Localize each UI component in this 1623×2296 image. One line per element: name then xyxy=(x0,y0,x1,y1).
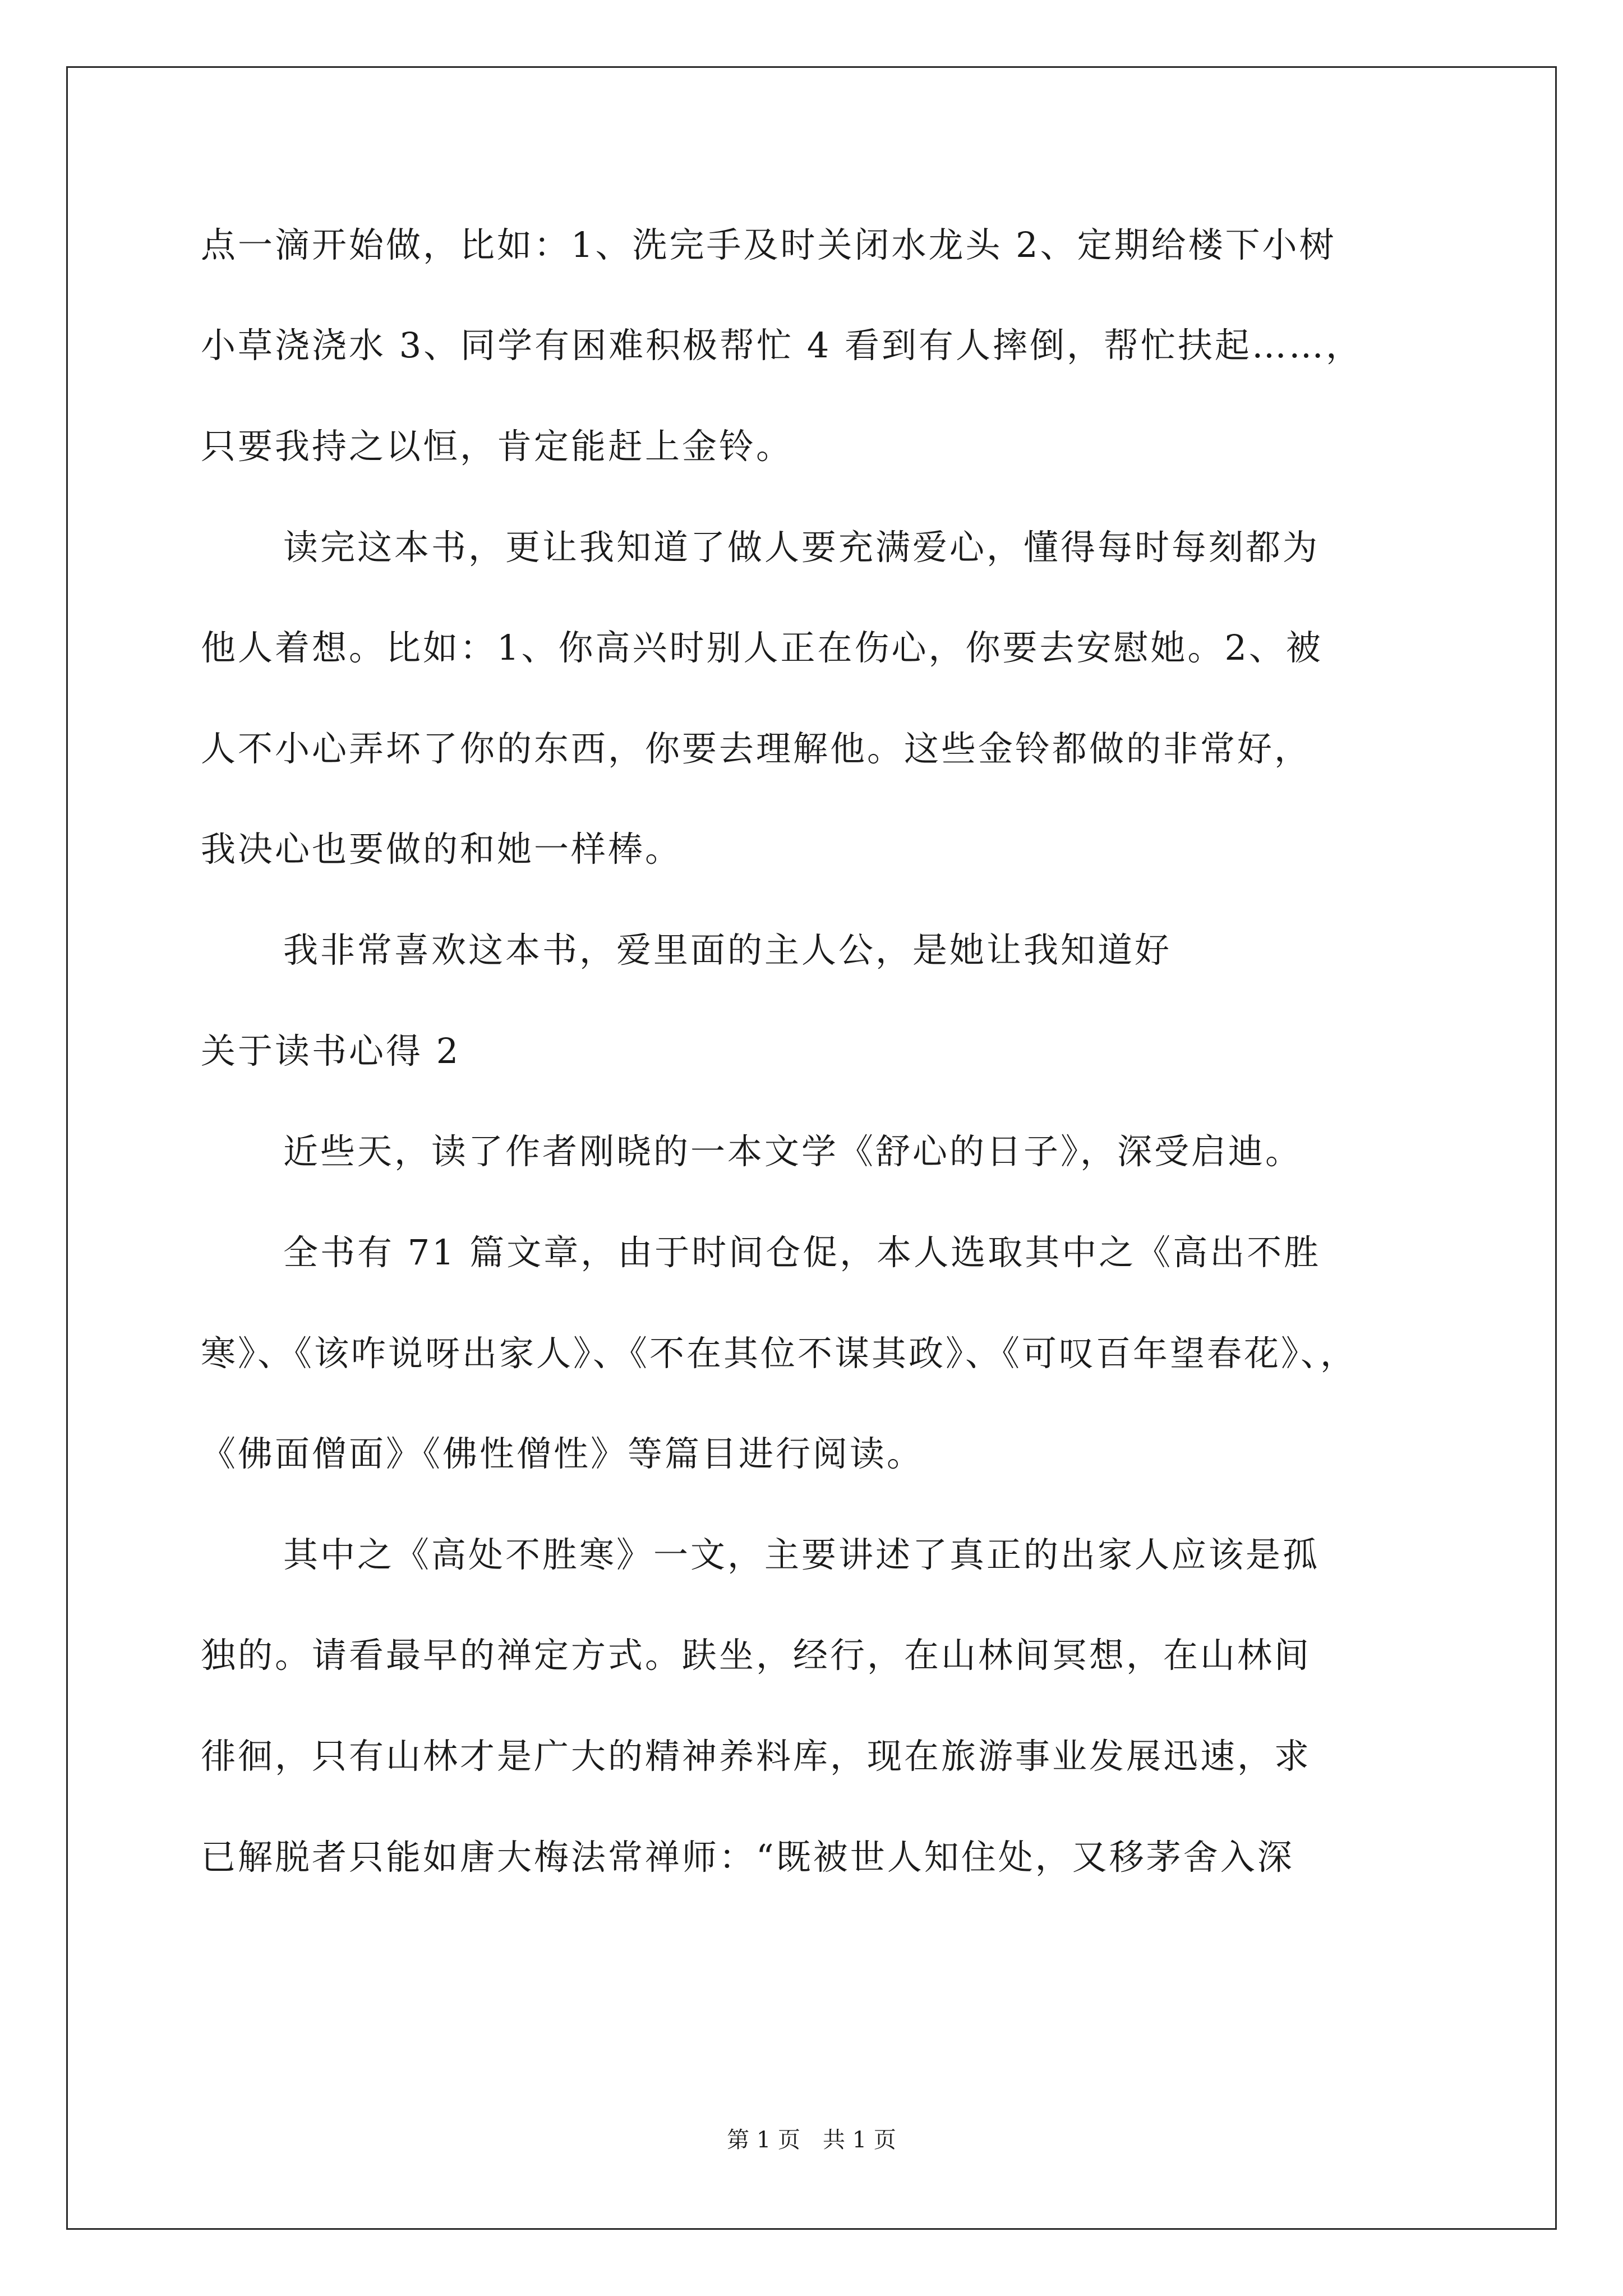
paragraph-start-line-11: 全书有 71 篇文章，由于时间仓促，本人选取其中之《高出不胜 xyxy=(283,1232,1321,1273)
text-line-5: 他人着想。比如：1、你高兴时别人正在伤心，你要去安慰她。2、被 xyxy=(201,627,1323,668)
text-line-7: 我决心也要做的和她一样棒。 xyxy=(201,829,683,869)
text-line-2: 小草浇浇水 3、同学有困难积极帮忙 4 看到有人摔倒，帮忙扶起……， xyxy=(201,325,1363,366)
paragraph-start-line-10: 近些天，读了作者刚晓的一本文学《舒心的日子》，深受启迪。 xyxy=(283,1131,1303,1172)
text-line-15: 独的。请看最早的禅定方式。趺坐，经行，在山林间冥想，在山林间 xyxy=(201,1635,1312,1676)
text-line-17: 已解脱者只能如唐大梅法常禅师：“既被世人知住处，又移茅舍入深 xyxy=(201,1837,1294,1878)
text-line-3: 只要我持之以恒，肯定能赶上金铃。 xyxy=(201,426,794,467)
text-line-16: 徘徊，只有山林才是广大的精神养料库，现在旅游事业发展迅速，求 xyxy=(201,1736,1312,1777)
page-number-footer: 第 1 页 共 1 页 xyxy=(727,2127,896,2153)
text-line-12: 寒》、《该咋说呀出家人》、《不在其位不谋其政》、《可叹百年望春花》、， xyxy=(201,1333,1358,1374)
text-line-13: 《佛面僧面》《佛性僧性》等篇目进行阅读。 xyxy=(201,1433,924,1474)
section-heading: 关于读书心得 2 xyxy=(201,1030,461,1071)
text-line-6: 人不小心弄坏了你的东西，你要去理解他。这些金铃都做的非常好， xyxy=(201,728,1312,769)
paragraph-start-line-8: 我非常喜欢这本书，爱里面的主人公，是她让我知道好 xyxy=(283,930,1172,970)
paragraph-start-line-14: 其中之《高处不胜寒》一文，主要讲述了真正的出家人应该是孤 xyxy=(283,1534,1320,1575)
paragraph-start-line-4: 读完这本书，更让我知道了做人要充满爱心，懂得每时每刻都为 xyxy=(283,527,1320,568)
text-line-1: 点一滴开始做，比如：1、洗完手及时关闭水龙头 2、定期给楼下小树 xyxy=(201,224,1336,265)
